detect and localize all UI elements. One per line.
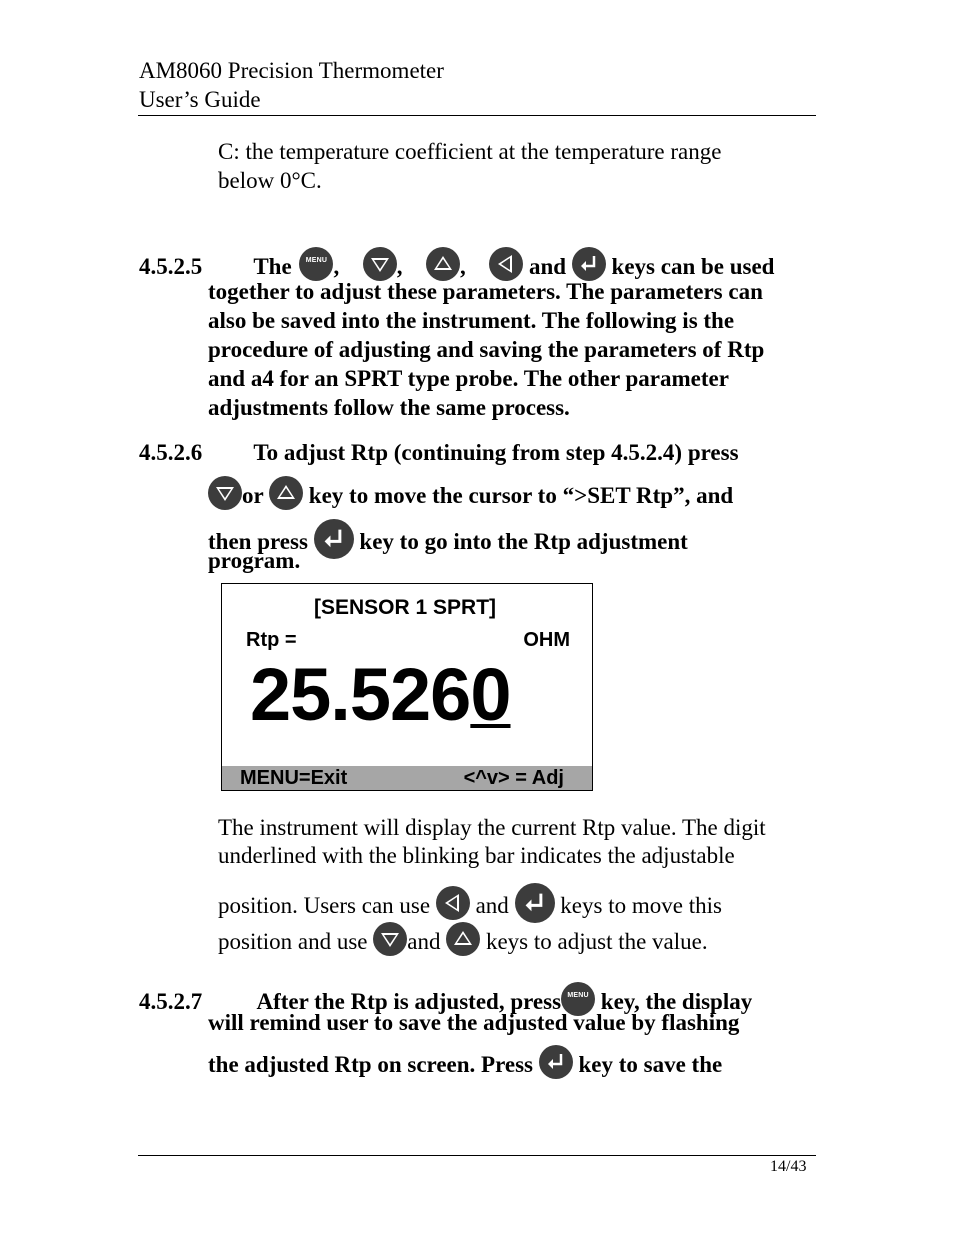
page-number: 14/43 <box>770 1158 807 1175</box>
header-title: AM8060 Precision Thermometer <box>139 58 444 83</box>
text: keys to adjust the value. <box>485 929 708 954</box>
desc-line2: underlined with the blinking bar indicates the adjustable <box>218 843 735 868</box>
text: key to go into the Rtp adjustment <box>359 529 688 554</box>
body-line: also be saved into the instrument. The following is the <box>208 308 735 333</box>
desc-line1: The instrument will display the current Rtp value. The digit <box>218 815 766 840</box>
up-key-icon <box>446 922 480 956</box>
desc-line4 <box>218 922 708 956</box>
header-divider <box>138 115 816 116</box>
lcd-unit: OHM <box>523 629 570 651</box>
enter-key-icon <box>572 247 606 281</box>
text: and <box>528 254 567 279</box>
lcd-value-digits: 25.526 <box>250 653 471 736</box>
text: After the Rtp is adjusted, press <box>256 989 562 1014</box>
section-4526-line2 <box>208 476 733 510</box>
text: The <box>253 254 292 279</box>
section-4526-first-line <box>139 440 739 466</box>
enter-key-icon <box>314 519 354 559</box>
text: the adjusted Rtp on screen. Press <box>208 1052 533 1077</box>
body-line: adjustments follow the same process. <box>208 395 570 420</box>
text: position and use <box>218 929 368 954</box>
text: and <box>407 929 441 954</box>
desc-line3 <box>218 883 722 923</box>
text: , <box>459 254 466 279</box>
text: key to save the <box>578 1052 723 1077</box>
section-4526-line4: program. <box>208 548 301 573</box>
body-line: and a4 for an SPRT type probe. The other parameter <box>208 366 729 391</box>
intro-line: below 0°C. <box>218 168 322 193</box>
text: key, the display <box>600 989 753 1014</box>
menu-key-label: MENU <box>567 992 589 999</box>
text: keys can be used <box>611 254 775 279</box>
section-4527-line2: will remind user to save the adjusted value by flashing <box>208 1010 740 1035</box>
intro-paragraph <box>218 137 721 195</box>
page-header <box>139 56 444 114</box>
body-line: together to adjust these parameters. The parameters can <box>208 279 763 304</box>
down-key-icon <box>363 247 397 281</box>
left-key-icon <box>436 886 470 920</box>
text: position. Users can use <box>218 893 431 918</box>
enter-key-icon <box>515 883 555 923</box>
text: keys to move this <box>560 893 722 918</box>
section-number: 4.5.2.6 <box>139 440 203 465</box>
text: key to move the cursor to “>SET Rtp”, and <box>308 483 734 508</box>
section-4525-first-line <box>139 247 774 281</box>
body-line: procedure of adjusting and saving the parameters of Rtp <box>208 337 765 362</box>
text: and <box>475 893 509 918</box>
lcd-adjust-hint: <^v> = Adj <box>463 767 564 789</box>
enter-key-icon <box>539 1045 573 1079</box>
section-number: 4.5.2.5 <box>139 254 203 279</box>
up-key-icon <box>269 476 303 510</box>
text: To adjust Rtp (continuing from step 4.5.2.4) press <box>253 440 739 465</box>
down-key-icon <box>208 476 242 510</box>
lcd-title: [SENSOR 1 SPRT] <box>314 596 497 619</box>
down-key-icon <box>373 922 407 956</box>
footer-divider <box>138 1155 816 1156</box>
up-key-icon <box>426 247 460 281</box>
left-key-icon <box>489 247 523 281</box>
section-number: 4.5.2.7 <box>139 989 203 1014</box>
header-subtitle: User’s Guide <box>139 87 261 112</box>
lcd-value <box>250 652 511 737</box>
intro-line: C: the temperature coefficient at the temperature range <box>218 139 722 164</box>
lcd-exit-hint: MENU=Exit <box>240 767 348 789</box>
text: , <box>333 254 340 279</box>
lcd-label: Rtp = <box>246 629 297 651</box>
menu-key-label: MENU <box>305 257 328 264</box>
text: then press <box>208 529 308 554</box>
lcd-display <box>221 583 593 791</box>
menu-key-icon <box>299 247 333 281</box>
text: , <box>396 254 403 279</box>
section-4525-body <box>208 277 764 422</box>
lcd-status-bar <box>222 766 592 790</box>
section-4527-line3 <box>208 1045 722 1079</box>
lcd-cursor-digit: 0 <box>470 653 511 736</box>
text: or <box>242 483 264 508</box>
